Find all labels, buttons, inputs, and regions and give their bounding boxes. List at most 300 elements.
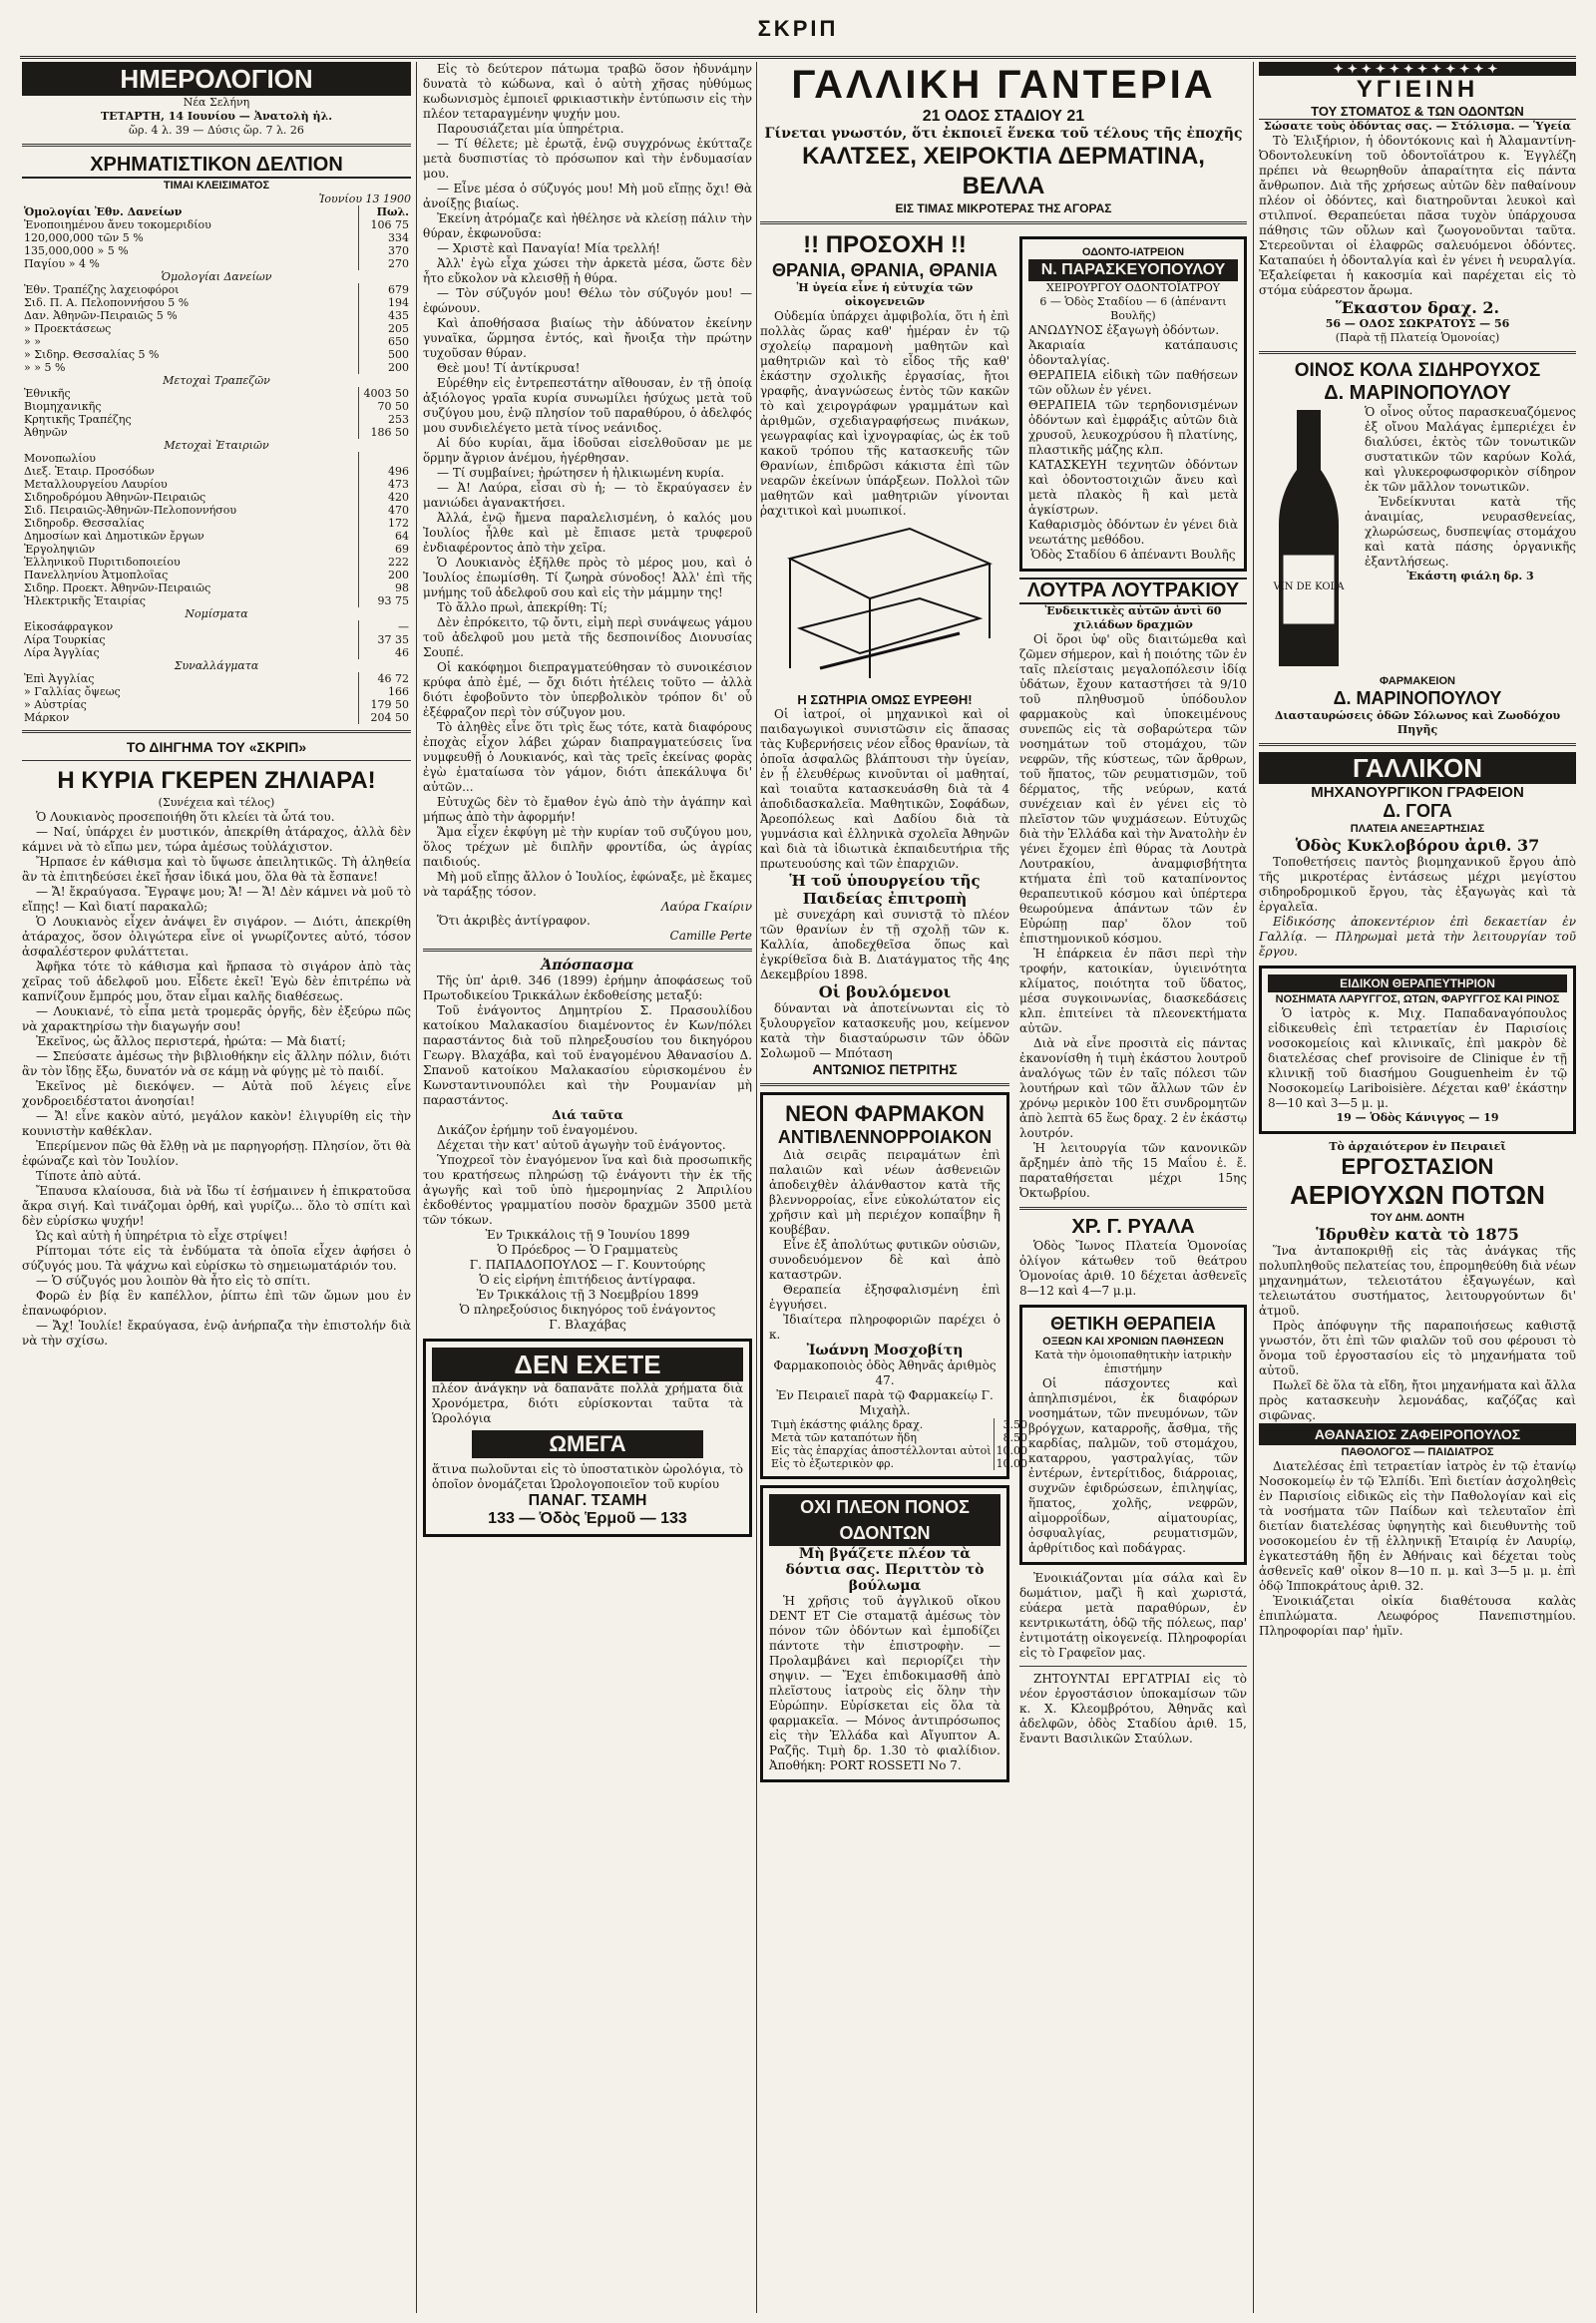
clinic-subtitle: ΝΟΣΗΜΑΤΑ ΛΑΡΥΓΓΟΣ, ΩΤΩΝ, ΦΑΡΥΓΓΟΣ ΚΑΙ ΡΙΝΟΣ <box>1275 993 1560 1005</box>
column-divider <box>1253 62 1254 2313</box>
story-title: Η ΚΥΡΙΑ ΓΚΕΡΕΝ ΖΗΛΙΑΡΑ! <box>57 767 376 794</box>
table-cell: Λίρα Τουρκίας <box>24 633 106 646</box>
table-cell: Εἰς τὰς ἐπαρχίας ἀποστέλλονται αὐτοὶ <box>771 1444 992 1457</box>
dentist-line: ΑΝΩΔΥΝΟΣ ἐξαγωγὴ ὀδόντων. <box>1028 323 1220 337</box>
story-paragraph: Μὴ μοῦ εἴπῃς ἄλλον ὁ Ἰουλίος, ἐφώναξε, μὲ ἔκαμες νὰ ταράξῃς τόσον. <box>423 870 752 899</box>
wine-text: Ὁ οἶνος οὗτος παρασκευαζόμενος ἐξ οἴνου Μαλάγας ἐμπεριέχει ἐν διαλύσει, ἐκτὸς τῶν τονωτικῶν συστατικῶν τῶν καρύων Κολά, καὶ γλυκεροφωσφορικὸν σίδηρον ἐκ τῶν μᾶλλον τονωτικῶν. <box>1365 405 1576 494</box>
notice-paragraph: Ὁ εἰς εἰρήνη ἐπιτήδειος ἀντίγραφα. <box>479 1273 696 1287</box>
table-cell: » » 5 % <box>24 361 66 374</box>
therapy-text: Οἱ πάσχοντες καὶ ἀπηλπισμένοι, ἐκ διαφόρων νοσημάτων, τῶν πνευμόνων, τῶν βρόγχων, καταρροῆς, ἄσθμα, τῆς καρδίας, παλμῶν, τοῦ στομάχου, καταρρου, γαστραλγίας, τῶν ἐντέρων, ἐντερίτιδος, διάρροιας, συχνῶν ἐφιδρώσεων, ἐπιληψίας, ἥπατος, χολῆς, νεφρῶν, αἰμορροΐδων, αἱματουρίας, ὀσφυαλγίας, ρευματισμῶν, ἀρθρίτιδος καὶ ποδάγρας. <box>1028 1376 1238 1555</box>
table-cell <box>359 452 412 465</box>
story-paragraph: — Τί συμβαίνει; ἠρώτησεν ἡ ἠλικιωμένη κυρία. <box>437 466 725 480</box>
desks-committee: Ἡ τοῦ ὑπουργείου τῆς Παιδείας ἐπιτροπὴ <box>789 872 981 908</box>
table-cell: 93 75 <box>359 594 412 607</box>
table-cell: 205 <box>359 322 412 335</box>
calendar-line: Νέα Σελήνη <box>183 96 250 109</box>
pharm-title: ΝΕΟΝ ΦΑΡΜΑΚΟΝ <box>785 1101 985 1126</box>
ornament-bar: ✦✦✦✦✦✦✦✦✦✦✦✦ <box>1259 62 1576 76</box>
table-cell: Ἐπὶ Ἀγγλίας <box>24 672 95 685</box>
table-cell: 334 <box>359 231 412 244</box>
table-row <box>22 387 411 400</box>
table-cell: 106 75 <box>359 218 412 231</box>
table-cell: 46 <box>359 646 412 659</box>
table-row <box>22 491 411 504</box>
table-row <box>22 646 411 659</box>
financial-date: Ἰουνίου 13 1900 <box>318 193 411 205</box>
notice-paragraph: Τοῦ ἐνάγοντος Δημητρίου Σ. Πρασουλίδου κατοίκου Μαλακασίου διαμένοντος ἐν Κων/πόλει παραστάντος διὰ τοῦ πληρεξουσίου του δικηγόρου Γεωργ. Βλαχάβα, καὶ τοῦ ἐναγομένου Ἀθανασίου Δ. Σπανοῦ κατοίκου Μαλακασίου εὑρισκομένου ἐν Κωνσταντινουπόλει καὶ τὴν Ρουμανίαν μὴ παραστάντος. <box>423 1003 752 1107</box>
notice-paragraph: Τῆς ὑπ' ἀριθ. 346 (1899) ἐρήμην ἀποφάσεως τοῦ Πρωτοδικείου Τρικκάλων ἐκδοθείσης μεταξύ: <box>423 973 752 1002</box>
table-cell: 420 <box>359 491 412 504</box>
table-row <box>22 581 411 594</box>
school-desk-illustration <box>760 519 1009 688</box>
baths-text: Ἡ ἐπάρκεια ἐν πᾶσι περὶ τὴν τροφήν, κατοικίαν, ὑγιεινότητα κλίματος, ποιότητα τοῦ ὕδατος, μέσα συγκοινωνίας, διασκεδάσεις κλπ. ἐπιτείνει τὰ πλεονεκτήματα αὐτῶν. <box>1019 947 1247 1035</box>
table-cell: Σιδηροδρόμου Ἀθηνῶν-Πειραιῶς <box>24 491 206 504</box>
story-paragraph: Ὡς καὶ αὐτὴ ἡ ὑπηρέτρια τὸ εἶχε στρίψει! <box>36 1229 288 1243</box>
hygiene-line: Σώσατε τοὺς ὀδόντας σας. — Στόλισμα. — Ὑγεία <box>1264 120 1571 133</box>
chemist-text: Ὁδὸς Ἴωνος Πλατεία Ὁμονοίας ὀλίγον κάτωθεν τοῦ θεάτρου Ὁμονοίας ἀριθ. 10 δέχεται ἀσθενεῖς 8—12 καὶ 4—7 μ.μ. <box>1019 1239 1247 1298</box>
table-cell: » Αὐστρίας <box>24 698 87 711</box>
table-cell: 10.00 <box>994 1444 1029 1457</box>
desks-warning: !! ΠΡΟΣΟΧΗ !! <box>803 231 967 258</box>
table-row <box>22 672 411 685</box>
pharm-text: Εἶνε ἐξ ἀπολύτως φυτικῶν οὐσιῶν, συνοδευόμενον δὲ καὶ ἀπὸ καταστρῶν. <box>769 1238 1000 1282</box>
table-cell: 8.50 <box>994 1431 1029 1444</box>
story-paragraph: Εἰς τὸ δεύτερον πάτωμα τραβῶ ὅσον ἠδυνάμην δυνατὰ τὸ κώδωνα, καὶ ὁ αὐτὴ χῆσας ηὐθύμως κωδωνισμὸς ἐμποιεῖ φρικιαστικὴν ἐντύπωσιν εἰς τὴν πλέον τεταραγμένην ψυχήν μου. <box>423 62 752 121</box>
ad-brand: ΩΜΕΓΑ <box>472 1430 703 1458</box>
table-row <box>22 426 411 439</box>
pharm-price-table <box>769 1418 1029 1470</box>
table-cell: Μετὰ τῶν καταπότων ἥδη <box>771 1431 917 1444</box>
dentist-line: ΘΕΡΑΠΕΙΑ εἰδικὴ τῶν παθήσεων τῶν οὔλων ἐν γένει. <box>1028 368 1238 397</box>
table-cell: Κρητικῆς Τραπέζης <box>24 413 132 426</box>
masthead-title: ΣΚΡΙΠ <box>757 16 839 41</box>
table-cell: 500 <box>359 348 412 361</box>
story-paragraph: Ἀλλ' ἐγὼ εἶχα χώσει τὴν ἀρκετὰ μέσα, ὥστε δὲν ἦτο εὔκολον νὰ κλεισθῇ ἡ θύρα. <box>423 256 752 285</box>
story-paragraph: — Ὁ σύζυγός μου λοιπὸν θὰ ἦτο εἰς τὸ σπίτι. <box>36 1274 311 1288</box>
story-paragraph: Τὸ ἀληθὲς εἶνε ὅτι τρὶς ἕως τότε, κατὰ διαφόρους ἐποχὰς εἶχον λάβει χώραν διαπραγματεύσεις ἵνα νυμφευθῇ ὁ Λουκιανός, καὶ τὰς τρεῖς ἐκείνας φορὰς ἐγὼ ἐματαίωσα τὸν γάμον, διότι ἀπεκάλυψα δι' αὐτῶν... <box>423 720 752 794</box>
dentist-address: 6 — Ὁδὸς Σταδίου — 6 (ἀπέναντι Βουλῆς) <box>1039 295 1227 322</box>
dentist-role: ΧΕΙΡΟΥΡΓΟΥ ΟΔΟΝΤΟΪΑΤΡΟΥ <box>1046 281 1220 294</box>
dentist-line: Ἀκαριαία κατάπαυσις ὀδονταλγίας. <box>1028 338 1238 367</box>
table-cell: 204 50 <box>359 711 412 724</box>
table-cell: 64 <box>359 530 412 543</box>
notice-title: Ἀπόσπασμα <box>541 958 634 973</box>
divider <box>760 1083 1009 1086</box>
divider <box>1019 1666 1247 1667</box>
table-row <box>769 1418 1029 1431</box>
table-cell: 200 <box>359 569 412 581</box>
story-paragraph: — Ἄ! εἶνε κακὸν αὐτό, μεγάλον κακὸν! ἐλιγυρίθη εἰς τὴν κουνιστὴν καθέκλαν. <box>22 1109 411 1138</box>
story-paragraph: Εὑρέθην εἰς ἐντρεπεστάτην αἴθουσαν, ἐν τῇ ὁποίᾳ ἀξιόλογος γραῖα κυρία συνωμίλει ἡσύχως μετὰ τοῦ συζύγου μου, ἐνῷ πλησίον τοῦ παραθύρου, ὁ ἀδελφός μου συνδιελέγετο μετὰ τίνος νεάνιδος. <box>423 376 752 435</box>
table-row <box>22 685 411 698</box>
factory-owner: ΤΟΥ ΔΗΜ. ΔΟΝΤΗ <box>1370 1212 1465 1224</box>
story-subtitle: (Συνέχεια καὶ τέλος) <box>158 796 275 809</box>
story-paragraph: Ἔπαυσα κλαίουσα, διὰ νὰ ἴδω τί ἐσήμαινεν ἡ ἐπικρατοῦσα ἄκρα σιγή. Καὶ τινάζομαι ὀρθή, καὶ γυρίζω... ὅλο τὸ σπίτι καὶ δὲν εὐρίσκω ψυχήν! <box>22 1184 411 1228</box>
pharm-person: Ἰωάννη Μοσχοβίτη <box>806 1343 964 1358</box>
clinic-address: 19 — Ὁδὸς Κάνιγγος — 19 <box>1336 1111 1499 1124</box>
table-cell: 222 <box>359 556 412 569</box>
story-paragraph: Φορῶ ἐν βίᾳ ἓν καπέλλον, ῥίπτω ἐπὶ τῶν ὤμων μου ἐν ἐπανωφόριον. <box>22 1289 411 1318</box>
table-cell: 253 <box>359 413 412 426</box>
table-cell: 10.00 <box>994 1457 1029 1470</box>
column-4 <box>1259 62 1576 2313</box>
clinic-advertisement <box>1259 966 1576 1134</box>
table-row <box>22 711 411 724</box>
story-paragraph: Παρουσιάζεται μία ὑπηρέτρια. <box>437 122 624 136</box>
story-paragraph: Αἱ δύο κυρίαι, ἅμα ἰδοῦσαι εἰσελθοῦσαν με με ὅρμην ἄγριον ἀνέμου, ἠγέρθησαν. <box>423 436 752 465</box>
masthead <box>0 0 1596 58</box>
story-paragraph: — Ἀ! Λαύρα, εἶσαι σὺ ἡ; — τὸ ἔκραύγασεν ἐν μανιώδει ἀγανακτήσει. <box>423 481 752 510</box>
table-row <box>22 335 411 348</box>
pharm-text: Διὰ σειρᾶς πειραμάτων ἐπὶ παλαιῶν καὶ νέων ἀσθενειῶν ἀποδειχθὲν ἀλάνθαστον κατὰ τῆς βλεννορροίας, εἶνε εὐκολώτατον εἰς χρῆσιν καὶ μὴ περιέχον κοπαΐβην ἢ κουβέβαν. <box>769 1148 1000 1237</box>
table-cell: » » <box>24 335 41 348</box>
table-cell: 679 <box>359 283 412 296</box>
table-cell: 166 <box>359 685 412 698</box>
table-cell: 172 <box>359 517 412 530</box>
clinic-title: ΕΙΔΙΚΟΝ ΘΕΡΑΠΕΥΤΗΡΙΟΝ <box>1268 974 1567 992</box>
story-paragraph: Ἐκείνη ἀτρόμαζε καὶ ἠθέλησε νὰ κλείσῃ πάλιν τὴν θύραν, ἐκφωνοῦσα: <box>423 211 752 240</box>
story-paragraph: Δὲν ἐπρόκειτο, τῷ ὄντι, εἰμὴ περὶ συνάψεως γάμου τοῦ ἀδελφοῦ μου μετὰ τῆς δεσποινίδος Διονυσίας Σουπέ. <box>423 615 752 659</box>
table-cell: 69 <box>359 543 412 556</box>
table-row <box>22 633 411 646</box>
pharm-text: Θεραπεία ἐξησφαλισμένη ἐπὶ ἐγγυήσει. <box>769 1283 1000 1312</box>
office-address: Ὁδὸς Κυκλοβόρου ἀριθ. 37 <box>1295 836 1540 855</box>
ad-text: πλέον ἀνάγκην νὰ δαπανᾶτε πολλὰ χρήματα διὰ Χρονόμετρα, διότι εὑρίσκονται ταῦτα τὰ Ὡρολόγια <box>432 1381 743 1425</box>
dentist-line: ΚΑΤΑΣΚΕΥΗ τεχνητῶν ὀδόντων καὶ ὀδοντοστοιχιῶν ἄνευ καὶ μετὰ πλακὸς ἢ καὶ μετὰ ἀγκίστρων. <box>1028 458 1238 517</box>
table-cell: » Γαλλίας ὄψεως <box>24 685 121 698</box>
table-row <box>22 569 411 581</box>
table-section: Μετοχαὶ Ἑταιριῶν <box>164 439 269 452</box>
therapy-subtitle: ΟΞΕΩΝ ΚΑΙ ΧΡΟΝΙΩΝ ΠΑΘΗΣΕΩΝ <box>1042 1336 1224 1348</box>
table-cell: 194 <box>359 296 412 309</box>
desks-tagline: Ἡ ὑγεία εἶνε ἡ εὐτυχία τῶν οἰκογενειῶν <box>796 281 974 308</box>
desks-title: ΘΡΑΝΙΑ, ΘΡΑΝΙΑ, ΘΡΑΝΙΑ <box>771 260 998 280</box>
factory-name: ΑΕΡΙΟΥΧΩΝ ΠΟΤΩΝ <box>1290 1180 1545 1210</box>
wine-maker: Δ. ΜΑΡΙΝΟΠΟΥΛΟΥ <box>1324 382 1511 404</box>
divider <box>22 730 411 733</box>
story-paragraph: — Ἄ! ἔκραύγασα. Ἔγραψε μου; Ἄ! — Ἄ! Δὲν κάμνει νὰ μοῦ τὸ εἴπῃς! — Καὶ διατί παρακαλῶ; <box>22 885 411 914</box>
clinic-text: Ὁ ἰατρὸς κ. Μιχ. Παπαδαναγόπουλος εἰδικευθεὶς ἐπὶ τετραετίαν ἐν Παρισίοις νοσοκομείοις καὶ κλινικαῖς, ἐπὶ μακρὸν δὲ διατελέσας chef provisoire de Clinique ἐν τῇ κλινικῇ τοῦ διασήμου Gouguenheim ἐν τῷ Νοσοκομείῳ Lariboisière. Δέχεται καθ' ἑκάστην 8—10 καὶ 3—5 μ. μ. <box>1268 1006 1567 1110</box>
ad-address: 133 — Ὁδὸς Ἑρμοῦ — 133 <box>488 1510 687 1527</box>
divider <box>22 760 411 761</box>
wine-pharmacy-label: ΦΑΡΜΑΚΕΙΟΝ <box>1380 675 1455 687</box>
story-paragraph: Ἐκεῖνος μὲ διεκόψεν. — Αὐτὰ ποῦ λέγεις εἶνε χονδροειδέστατοι ἀνοησίαι! <box>22 1079 411 1108</box>
table-cell: Μεταλλουργείου Λαυρίου <box>24 478 168 491</box>
table-cell: 179 50 <box>359 698 412 711</box>
gloves-prices: ΕΙΣ ΤΙΜΑΣ ΜΙΚΡΟΤΕΡΑΣ ΤΗΣ ΑΓΟΡΑΣ <box>895 201 1112 215</box>
story-paragraph: — Λουκιανέ, τὸ εἶπα μετὰ τρομερᾶς ὀργῆς, δὲν ἐξεύρω πῶς νὰ χαρακτηρίσω τὴν διαγωγήν σου! <box>22 1004 411 1033</box>
story-paragraph: — Σπεύσατε ἀμέσως τὴν βιβλιοθήκην εἰς ἄλλην πόλιν, διότι ἂν τὸν ἴδῃς ἔξω, δυνατόν νὰ σε κάμῃ νὰ φύγῃς μὲ τὸ παιδί. <box>22 1049 411 1078</box>
table-row <box>22 244 411 257</box>
wine-pharmacy-address: Διασταυρώσεις ὁδῶν Σόλωνος καὶ Ζωοδόχου Πηγῆς <box>1274 709 1561 736</box>
table-cell: Παγίου » 4 % <box>24 257 100 270</box>
table-cell: Τιμὴ ἑκάστης φιάλης δραχ. <box>771 1418 924 1431</box>
table-header-row <box>22 205 411 218</box>
dentist-line: Καθαρισμὸς ὀδόντων ἐν γένει διὰ νεωτάτης μεθόδου. <box>1028 518 1238 547</box>
table-row <box>769 1444 1029 1457</box>
table-cell: 200 <box>359 361 412 374</box>
table-row <box>22 517 411 530</box>
table-row <box>22 413 411 426</box>
notice-paragraph: Ἐν Τρικκάλοις τῇ 3 Νοεμβρίου 1899 <box>476 1288 699 1302</box>
story-paragraph: Τίποτε ἀπὸ αὐτά. <box>36 1169 142 1183</box>
table-header: Ὁμολογίαι Ἐθν. Δανείων <box>24 205 183 218</box>
pharm-text: Ἐν Πειραιεῖ παρὰ τῷ Φαρμακείῳ Γ. Μιχαὴλ. <box>776 1388 994 1417</box>
story-paragraph: Ἅμα εἶχεν ἐκφύγη μὲ τὴν κυρίαν τοῦ συζύγου μου, ὅλος τρέχων μὲ διπλῆν φροντίδα, ὡς ἀγρίας παιδιούς. <box>423 825 752 869</box>
ad-name: ΠΑΝΑΓ. ΤΣΑΜΗ <box>528 1492 647 1509</box>
divider <box>22 144 411 147</box>
table-row <box>22 309 411 322</box>
gloves-address: 21 ΟΔΟΣ ΣΤΑΔΙΟΥ 21 <box>922 108 1085 125</box>
table-row <box>22 257 411 270</box>
divider <box>423 949 752 952</box>
table-row <box>22 465 411 478</box>
table-section: Ὁμολογίαι Δανείων <box>161 270 272 283</box>
factory-text: Ἵνα ἀνταποκριθῇ εἰς τὰς ἀνάγκας τῆς πολυπληθοῦς πελατείας του, ἐπρομηθεύθη διὰ νέων μηχανημάτων, τελειοτάτου ἐξαγωγέων, καὶ τελειωτάτου συστήματος, λειτουργούντων δι' ἀτμοῦ. <box>1259 1244 1576 1318</box>
story-paragraph: Εὐτυχῶς δὲν τὸ ἔμαθον ἐγὼ ἀπὸ τὴν ἀγάπην καὶ μήπως ἀπὸ τὴν ἀφορμήν! <box>423 795 752 824</box>
desks-maker: ΑΝΤΩΝΙΟΣ ΠΕΤΡΙΤΗΣ <box>812 1061 958 1077</box>
doctor-text: Διατελέσας ἐπὶ τετραετίαν ἰατρὸς ἐν τῷ ἐτανίῳ Νοσοκομείῳ ἐν τῷ Ἐλπίδι. Ἐπὶ διετίαν ἀσχοληθεὶς ἐν Παρισίοις εἰδικῶς εἰς τὴν Παθολογίαν καὶ εἰς τὰ νοσήματα τῶν Παίδων καὶ τελευταῖον ἐπὶ διετίαν διατελέσας ὑφηγητὴς καὶ διευθυντὴς τοῦ νοσοκομείου ἐν τῇ ἑλληνικῇ Ἑταιρίᾳ ἐν Λαυρίῳ, ἐγκατεστάθη ἤδη ἐν Ἀθήναις καὶ δέχεται τοὺς ἀσθενεῖς καθ' οἶκον 8—10 π. μ. καὶ 3—5 μ. μ. ἐπὶ ὁδῷ Ἱπποκράτους ἀριθ. 32. <box>1259 1459 1576 1593</box>
tooth-title: ΟΧΙ ΠΛΕΟΝ ΠΟΝΟΣ ΟΔΟΝΤΩΝ <box>769 1494 1000 1546</box>
story-paragraph: Ἐκεῖνος, ὡς ἄλλος περιστερά, ἠρώτα: — Μὰ διατί; <box>36 1034 346 1048</box>
therapy-title: ΘΕΤΙΚΗ ΘΕΡΑΠΕΙΑ <box>1050 1314 1216 1334</box>
table-cell: Σιδηροδρ. Θεσσαλίας <box>24 517 145 530</box>
story-paragraph: Ἐπερίμενον πῶς θὰ ἔλθῃ νὰ με παρηγορήσῃ. Πλησίον, ὅτι θὰ ἐφώναζε καὶ τὸν Ἰουλίον. <box>22 1139 411 1168</box>
calendar-title: ΗΜΕΡΟΛΟΓΙΟΝ <box>22 62 411 96</box>
story-paragraph: Ἀφῆκα τότε τὸ κάθισμα καὶ ἥρπασα τὸ σιγάρον ἀπὸ τὰς χεῖρας τοῦ ἀδελφοῦ μου. Εἶδετε ἐκεῖ! Ἐγὼ δὲν ἐπιτρέπω νὰ καπνίζουν ἔμπρός μου, ὅταν εἶμαι καλῆς διαθέσεως. <box>22 960 411 1003</box>
table-cell: » Σιδηρ. Θεσσαλίας 5 % <box>24 348 160 361</box>
column-2 <box>423 62 752 2313</box>
table-row <box>22 322 411 335</box>
wine-text: Ἐνδείκνυται κατὰ τῆς ἀναιμίας, νευρασθενείας, χλωρώσεως, δυσπεψίας στομάχου καὶ κατὰ πάσης ὀργανικῆς ἐξαντλήσεως. <box>1365 495 1576 569</box>
notice-paragraph: Δικάζον ἐρήμην τοῦ ἐναγομένου. <box>437 1123 638 1137</box>
baths-title: ΛΟΥΤΡΑ ΛΟΥΤΡΑΚΙΟΥ <box>1019 578 1247 604</box>
table-section-row <box>22 659 411 672</box>
table-row <box>769 1457 1029 1470</box>
gloves-title: ΓΑΛΛΙΚΗ ΓΑΝΤΕΡΙΑ <box>791 63 1216 107</box>
table-row <box>22 348 411 361</box>
table-cell: Ἀθηνῶν <box>24 426 68 439</box>
notice-paragraph: Ἐν Τρικκάλοις τῇ 9 Ἰουνίου 1899 <box>485 1228 690 1242</box>
table-cell: Μονοπωλίου <box>24 452 96 465</box>
baths-subtitle: Ἐνδεικτικὲς αὐτῶν ἀντὶ 60 χιλιάδων δραχμῶν <box>1044 604 1222 631</box>
table-cell: 135,000,000 » 5 % <box>24 244 129 257</box>
story-signature: Λαύρα Γκαίριν <box>660 900 752 914</box>
rooms-notice: Ἐνοικιάζονται μία σάλα καὶ ἓν δωμάτιον, μαζὶ ἢ καὶ χωριστά, εὐάερα μετὰ παραθύρων, ἐν κεντρικωτάτη, ὁδῷ τῆς πόλεως, παρ' ἐντιμοτάτῃ οἰκογενείᾳ. Πληροφορίαι εἰς τὸ Γραφεῖον μας. <box>1019 1571 1247 1660</box>
ad-text: ἅτινα πωλοῦνται εἰς τὸ ὑποστατικὸν ὡρολόγια, τὸ ὁποῖον ὀνομάζεται Ὡρολογοποιεῖον τοῦ κυρίου <box>432 1462 743 1491</box>
desks-caption-title: Η ΣΩΤΗΡΙΑ ΟΜΩΣ ΕΥΡΕΘΗ! <box>797 692 973 707</box>
table-cell: 496 <box>359 465 412 478</box>
table-cell: Βιομηχανικῆς <box>24 400 102 413</box>
table-cell: Δαν. Ἀθηνῶν-Πειραιῶς 5 % <box>24 309 178 322</box>
gloves-tagline: Γίνεται γνωστόν, ὅτι ἐκποιεῖ ἕνεκα τοῦ τέλους τῆς ἐποχῆς <box>764 126 1243 142</box>
table-cell: 46 72 <box>359 672 412 685</box>
divider <box>1259 351 1576 354</box>
table-row <box>22 504 411 517</box>
factory-title: ΕΡΓΟΣΤΑΣΙΟΝ <box>1341 1154 1494 1179</box>
divider <box>760 221 1247 224</box>
middle-row <box>760 230 1247 1788</box>
desks-text: Οὐδεμία ὑπάρχει ἀμφιβολία, ὅτι ἡ ἐπὶ πολλὰς ὥρας καθ' ἡμέραν ἐν τῷ σχολείῳ παραμονὴ μαθητῶν καὶ μαθητριῶν καὶ τὸ εἶδος τῆς καθ' ἑκάστην σχολικῆς ἐργασίας, ἤτοι γραφῆς, ἀναγνώσεως ἐντὸς τῶν κακῶν τὸ καὶ χειρογράφων γραμμάτων καὶ ἀριθμῶν, σχεδιαγραφήσεως πινάκων, γεωγραφίας καὶ ἰχνογραφίας, ὡς ἐκ τοῦ κακοῦ τρόπου τῆς κατασκευῆς τῶν Θρανίων, ἐπιδρῶσι κάκιστα ἐπὶ τῶν νεαρῶν ἐκείνων ὑπάρξεων. Πολλοὶ τῶν μαθητῶν καὶ μαθητριῶν γίνονται ῥαχιτικοὶ καὶ μυωπικοί. <box>760 309 1009 518</box>
column-1 <box>22 62 411 2313</box>
table-cell: Ἠλεκτρικῆς Ἑταιρίας <box>24 594 146 607</box>
pharmacy-advertisement <box>760 1092 1028 1479</box>
desks-caption-text: δύνανται νὰ ἀποτείνωνται εἰς τὸ ξυλουργεῖον κατασκευῆς μου, κείμενον κατὰ τὴν διασταύρωσιν τῶν ὁδῶν Σολωμοῦ — Μπόταση <box>760 1001 1009 1060</box>
office-name: Δ. ΓΟΓΑ <box>1383 801 1452 821</box>
story-paragraph: Θεὲ μου! Τί ἀντίκρυσα! <box>437 361 581 375</box>
baths-text: Ἡ λειτουργία τῶν κανονικῶν ἄρξημέν ἀπὸ τῆς 15 Μαΐου ἐ. ἔ. παραταθήσεται μέχρι 15ης Ὀκτωβρίου. <box>1019 1141 1247 1200</box>
watch-advertisement <box>423 1339 752 1537</box>
notice-paragraph: Ὁ πληρεξούσιος δικηγόρος τοῦ ἐνάγοντος <box>459 1303 716 1317</box>
ad-title: ΔΕΝ ΕΧΕΤΕ <box>432 1348 743 1381</box>
story-paragraph: Ρίπτομαι τότε εἰς τὰ ἐνδύματα τὰ ὁποῖα εἶχεν ἀφήσει ὁ σύζυγός μου. Τὰ ψάχνω καὶ εὑρίσκω τὸ σημειωματάριόν του. <box>22 1244 411 1273</box>
office-place: ΠΛΑΤΕΙΑ ΑΝΕΞΑΡΤΗΣΙΑΣ <box>1350 823 1485 835</box>
story-paragraph: — Χριστὲ καὶ Παναγία! Μία τρελλή! <box>437 241 660 255</box>
wine-price: Ἑκάστη φιάλη δρ. 3 <box>1406 570 1534 582</box>
dentist-name: Ν. ΠΑΡΑΣΚΕΥΟΠΟΥΛΟΥ <box>1028 259 1238 281</box>
dentist-line: Ὁδὸς Σταδίου 6 ἀπέναντι Βουλῆς <box>1030 548 1236 562</box>
table-cell: Ἐθνικῆς <box>24 387 71 400</box>
therapy-subtitle-2: Κατὰ τὴν ὁμοιοπαθητικὴν ἰατρικὴν ἐπιστήμην <box>1034 1349 1232 1375</box>
wine-title: ΟΙΝΟΣ ΚΟΛΑ ΣΙΔΗΡΟΥΧΟΣ <box>1294 360 1541 381</box>
story-paragraph: — Τί θέλετε; μὲ ἐρωτᾷ, ἐνῷ συγχρόνως ἐκύτταζε μετὰ δυσπιστίας τὸ πρόσωπον καὶ τὴν ἐνδυμασίαν μου. <box>423 137 752 181</box>
factory-pretitle: Τὸ ἀρχαιότερον ἐν Πειραιεῖ <box>1329 1140 1506 1153</box>
factory-text: Πωλεῖ δὲ ὅλα τὰ εἴδη, ἤτοι μηχανήματα καὶ ἄλλα πρὸς κατασκευὴν λεμονάδας, καζόζας καὶ σιφῶνας. <box>1259 1378 1576 1422</box>
table-row <box>22 231 411 244</box>
office-subtitle: ΜΗΧΑΝΟΥΡΓΙΚΟΝ ΓΡΑΦΕΙΟΝ <box>1311 784 1524 801</box>
story-paragraph: — Εἶνε μέσα ὁ σύζυγός μου! Μὴ μοῦ εἴπῃς ὄχι! Θὰ ἀνοίξῃς βιαίως. <box>423 182 752 210</box>
table-cell: Μάρκον <box>24 711 70 724</box>
tooth-text: Ἡ χρῆσις τοῦ ἀγγλικοῦ οἴκου DENT ET Cie σταματᾷ ἀμέσως τὸν πόνον τῶν ὀδόντων καὶ ἐμποδίζει πάντοτε τὴν ἐπιστροφὴν. — Προλαμβάνει καὶ περιορίζει τὴν σηψιν. — Ἔχει ἐπιδοκιμασθῆ ἀπὸ πλεῖστους ἰατροὺς εἰς ὅλην τὴν Εὐρώπην. Εὐρίσκεται εἰς ὅλα τὰ φαρμακεῖα. — Μόνος ἀντιπρόσωπος εἰς τὴν Ἑλλάδα καὶ Αἴγυπτον Α. Ραζῆς. Τιμὴ δρ. 1.30 τὸ φιαλίδιον. Ἀποθήκη: PORT ROSSETI No 7. <box>769 1594 1000 1772</box>
table-row <box>22 296 411 309</box>
table-cell: 4003 50 <box>359 387 412 400</box>
story-paragraph: Ἀλλά, ἐνῷ ἤμενα παραλελισμένη, ὁ καλός μου Ἰουλίος ἦλθε καὶ μὲ ἔπιασε μετὰ τρυφεροῦ ἐνδιαφέροντος ἀπὸ τὴν χεῖρα. <box>423 511 752 555</box>
table-cell: Σιδ. Πειραιῶς-Ἀθηνῶν-Πελοποννήσου <box>24 504 237 517</box>
story-paragraph: Ὁ Λουκιανὸς προσεποιήθη ὅτι κλείει τὰ ὦτά του. <box>36 810 335 824</box>
notice-paragraph: Γ. ΠΑΠΑΔΟΠΟΥΛΟΣ — Γ. Κουντούρης <box>469 1258 706 1272</box>
table-section: Μετοχαὶ Τραπεζῶν <box>163 374 270 387</box>
table-row <box>22 218 411 231</box>
table-row <box>22 594 411 607</box>
table-row <box>22 698 411 711</box>
story-closing: Ὅτι ἀκριβὲς ἀντίγραφον. <box>437 914 591 928</box>
hygiene-address: 56 — ΟΔΟΣ ΣΩΚΡΑΤΟΥΣ — 56 <box>1325 317 1510 330</box>
table-cell: Λίρα Ἀγγλίας <box>24 646 100 659</box>
table-cell: 470 <box>359 504 412 517</box>
story-paragraph: — Τὸν σύζυγόν μου! Θέλω τὸν σύζυγόν μου! — ἐφώνουν. <box>423 286 752 315</box>
story-paragraph: Ὁ Λουκιανὸς εἶχεν ἀνάψει ἓν σιγάρον. — Διότι, ἀπεκρίθη ἀτάραχος, ὅσον ὀλιγώτερα εἶνε οἱ γνωρίζοντες αὐτό, τόσον ἀσφαλέστερον φυλάττεται. <box>22 915 411 959</box>
table-cell: Πανελληνίου Ἀτμοπλοΐας <box>24 569 169 581</box>
table-cell: Σιδηρ. Προεκτ. Ἀθηνῶν-Πειραιῶς <box>24 581 211 594</box>
desks-caption-text: μὲ συνεχάρη καὶ συνιστᾷ τὸ πλέον τῶν θρανίων ἐν τῇ σχολῇ τῶν κ. Καλλία, ἀποδεχθεῖσα ὅπως καὶ ἐγκρίθεῖσα διὰ Β. Διατάγματος τῆς 4ης Δεκεμβρίου 1898. <box>760 908 1009 981</box>
office-title: ΓΑΛΛΙΚΟΝ <box>1259 752 1576 784</box>
table-cell: 270 <box>359 257 412 270</box>
table-cell: 370 <box>359 244 412 257</box>
story-paragraph: Ὁ Λουκιανὸς ἐξῆλθε πρὸς τὸ μέρος μου, καὶ ὁ Ἰουλίος ἐπωμίσθη. Τί ζωηρὰ σύνοδος! Ἀλλ' ἐπὶ τῆς μνήμης τοῦ ἀδελφοῦ σου καὶ εἰς τὴν μάμμην της! <box>423 556 752 599</box>
wine-copy <box>1365 405 1576 674</box>
financial-subtitle: ΤΙΜΑΙ ΚΛΕΙΣΙΜΑΤΟΣ <box>163 180 270 192</box>
chemist-name: ΧΡ. Γ. ΡΥΑΛΑ <box>1071 1216 1195 1238</box>
table-section-row <box>22 270 411 283</box>
story-paragraph: Καὶ ἀποθήσασα βιαίως τὴν ἀδύνατον ἐκείνην γυναῖκα, ὥρμησα ἐντός, καὶ ἤνοιξα τὴν πρώτην τυχοῦσαν θύραν. <box>423 316 752 360</box>
table-cell: 98 <box>359 581 412 594</box>
table-cell: 650 <box>359 335 412 348</box>
table-cell: 3.50 <box>994 1418 1029 1431</box>
table-cell: 120,000,000 τῶν 5 % <box>24 231 144 244</box>
table-row <box>22 620 411 633</box>
table-header: Πωλ. <box>359 205 412 218</box>
hygiene-subtitle: ΤΟΥ ΣΤΟΜΑΤΟΣ & ΤΩΝ ΟΔΟΝΤΩΝ <box>1259 104 1576 120</box>
desks-interested: Οἱ βουλόμενοι <box>818 982 952 1001</box>
table-cell: Σιδ. Π. Α. Πελοποννήσου 5 % <box>24 296 190 309</box>
office-text: Εἰδικόσης ἀποκεντέριον ἐπὶ δεκαετίαν ἐν Γαλλίᾳ. — Πληρωμαὶ μετὰ τὴν λειτουργίαν τοῦ ἔργου. <box>1259 915 1576 959</box>
masthead-rule <box>20 56 1576 59</box>
pharm-text: Φαρμακοποιὸς ὁδὸς Ἀθηνᾶς ἀριθμὸς 47. <box>773 1358 997 1387</box>
dentist-title: ΟΔΟΝΤΟ-ΙΑΤΡΕΙΟΝ <box>1081 246 1185 258</box>
therapy-advertisement <box>1019 1305 1247 1565</box>
financial-title: ΧΡΗΜΑΤΙΣΤΙΚΟΝ ΔΕΛΤΙΟΝ <box>22 153 411 179</box>
notice-paragraph: Διά ταῦτα <box>552 1108 623 1122</box>
hygiene-near: (Παρὰ τῇ Πλατείᾳ Ὁμονοίας) <box>1335 331 1500 344</box>
gloves-products: ΚΑΛΤΣΕΣ, ΧΕΙΡΟΚΤΙΑ ΔΕΡΜΑΤΙΝΑ, ΒΕΛΛΑ <box>802 143 1205 199</box>
toothache-advertisement <box>760 1485 1009 1782</box>
wine-bottle-label: VIN DE KOLA <box>1273 581 1345 592</box>
table-cell: Εἰς τὸ ἐξωτερικὸν φρ. <box>771 1457 895 1470</box>
table-section-row <box>22 439 411 452</box>
workers-notice: ΖΗΤΟΥΝΤΑΙ ΕΡΓΑΤΡΙΑΙ εἰς τὸ νέον ἐργοστάσιον ὑποκαμίσων τῶν κ. Χ. Κλεομβρότου, Ἀθηνᾶς καὶ ἀδελφῶν, ὁδὸς Σταδίου ἀριθ. 15, ἔναντι Βασιλικῶν Σταύλων. <box>1019 1672 1247 1745</box>
table-cell: Ἐθν. Τραπέζης λαχειοφόροι <box>24 283 180 296</box>
table-cell: Ἐργοληψιῶν <box>24 543 96 556</box>
baths-text: Διὰ νὰ εἶνε προσιτὰ εἰς πάντας ἐκανονίσθη ἡ τιμὴ ἐκάστου λουτροῦ ἀναλόγως τῶν ἐν ταῖς πόλεσι τῶν λουτήρων καὶ τῶν ἄλλων τῶν ἐν χρόνῳ μερικὸν 100 ἕτι συνδρομητῶν ἀπὸ λεπτὰ 65 ἕως δραχ. 2 ἐν ἑκάστῳ λουτρόν. <box>1019 1036 1247 1140</box>
table-row <box>769 1431 1029 1444</box>
hygiene-title: ΥΓΙΕΙΝΗ <box>1356 76 1479 103</box>
wine-body <box>1259 405 1576 674</box>
dentist-advertisement <box>1019 236 1247 572</box>
factory-year: Ἱδρυθὲν κατὰ τὸ 1875 <box>1316 1225 1519 1244</box>
table-cell: » Προεκτάσεως <box>24 322 112 335</box>
table-row <box>22 283 411 296</box>
story-author: Camille Perte <box>669 929 752 943</box>
table-section-row <box>22 607 411 620</box>
dentist-line: ΘΕΡΑΠΕΙΑ τῶν τερηδονισμένων ὀδόντων καὶ ἐμφράξις αὐτῶν διὰ χρυσοῦ, λευκοχρύσου ἢ πλατίνης, πλαστικῆς μάζης κλπ. <box>1028 398 1238 457</box>
notice-paragraph: Δέχεται τὴν κατ' αὐτοῦ ἀγωγὴν τοῦ ἐνάγοντος. <box>437 1138 726 1152</box>
table-cell: 473 <box>359 478 412 491</box>
table-section-row <box>22 374 411 387</box>
table-row <box>22 452 411 465</box>
column-divider <box>756 62 757 2313</box>
notice-paragraph: Γ. Βλαχάβας <box>549 1318 626 1332</box>
right-subcolumn <box>1019 230 1247 1788</box>
divider <box>1019 1207 1247 1210</box>
factory-text: Πρὸς ἀπόφυγην τῆς παραποιήσεως καθιστᾷ γνωστόν, ὅτι ἐπὶ τῶν φιαλῶν τοῦ σου φέρουσι τὸ ὄνομα τοῦ ἐργοστασίου εἰς τὸ μηχανήματα τοῦ αὐτοῦ. <box>1259 1319 1576 1377</box>
story-paragraph: Οἱ κακόφημοι διεπραγματεύθησαν τὸ συνοικέσιον κρύφα ἀπὸ ἐμέ, — ὄχι διότι ἠτέλεις τοῦτο — ἀλλὰ διότι ἐφοβοῦντο τὸν ὑπερβολικὸν τρόπον δι' οὗ ἐξέφραζον περὶ τὸν σύζυγον μου. <box>423 660 752 719</box>
notice-paragraph: Ὁ Πρόεδρος — Ὁ Γραμματεὺς <box>497 1243 678 1257</box>
table-section: Νομίσματα <box>185 607 248 620</box>
table-section: Συναλλάγματα <box>174 659 259 672</box>
calendar-line: ὥρ. 4 λ. 39 — Δύσις ὥρ. 7 λ. 26 <box>129 124 304 137</box>
office-text: Τοποθετήσεις παντὸς βιομηχανικοῦ ἔργου ἀπὸ τῆς μικροτέρας ἐντάσεως μέχρι μεγίστου σιδηροδρομικοῦ ἔργου, τὰς ἐξαγωγὰς καὶ τὰ ἐργαλεῖα. <box>1259 855 1576 914</box>
table-row <box>22 556 411 569</box>
table-row <box>22 478 411 491</box>
story-paragraph: Τὸ ἄλλο πρωὶ, ἀπεκρίθη: Τί; <box>437 600 607 614</box>
doctor-name: ΑΘΑΝΑΣΙΟΣ ΖΑΦΕΙΡΟΠΟΥΛΟΣ <box>1259 1423 1576 1445</box>
table-cell: — <box>359 620 412 633</box>
desks-caption-text: Οἱ ἰατροί, οἱ μηχανικοὶ καὶ οἱ παιδαγωγικοὶ συνιστῶσιν εἰς ἅπασας τὰς Κυβερνήσεις νέον εἶδος θρανίων, τὰ ὁποῖα ἀσφαλῶς βλάπτουσι τὴν ὑγείαν, ἐν ᾗ ἐλευθέρως κινοῦνται οἱ μαθηταί, καὶ τοιαῦτα κατασκευάσθη διὰ τὰ 4 ἀποδιδασκαλεῖα. Μαθητικῶν, Σοφάδων, Ἀρεοπόλεως καὶ Δαδίου διὰ τὰ γυμνάσια καὶ ἑλληνικὰ σχολεῖα Ἀθηνῶν καὶ διὰ τὰ ἰδιωτικὰ ἐκπαιδευτήρια τῆς πρωτευούσης καὶ τῶν ἐπαρχιῶν. <box>760 707 1009 871</box>
table-cell: Ἑλληνικοῦ Πυριτιδοποιείου <box>24 556 181 569</box>
wine-bottle-illustration <box>1259 405 1359 674</box>
wine-pharmacy-name: Δ. ΜΑΡΙΝΟΠΟΥΛΟΥ <box>1333 688 1502 708</box>
calendar-line: ΤΕΤΑΡΤΗ, 14 Ιουνίου — Ἀνατολὴ ἡλ. <box>100 110 333 123</box>
